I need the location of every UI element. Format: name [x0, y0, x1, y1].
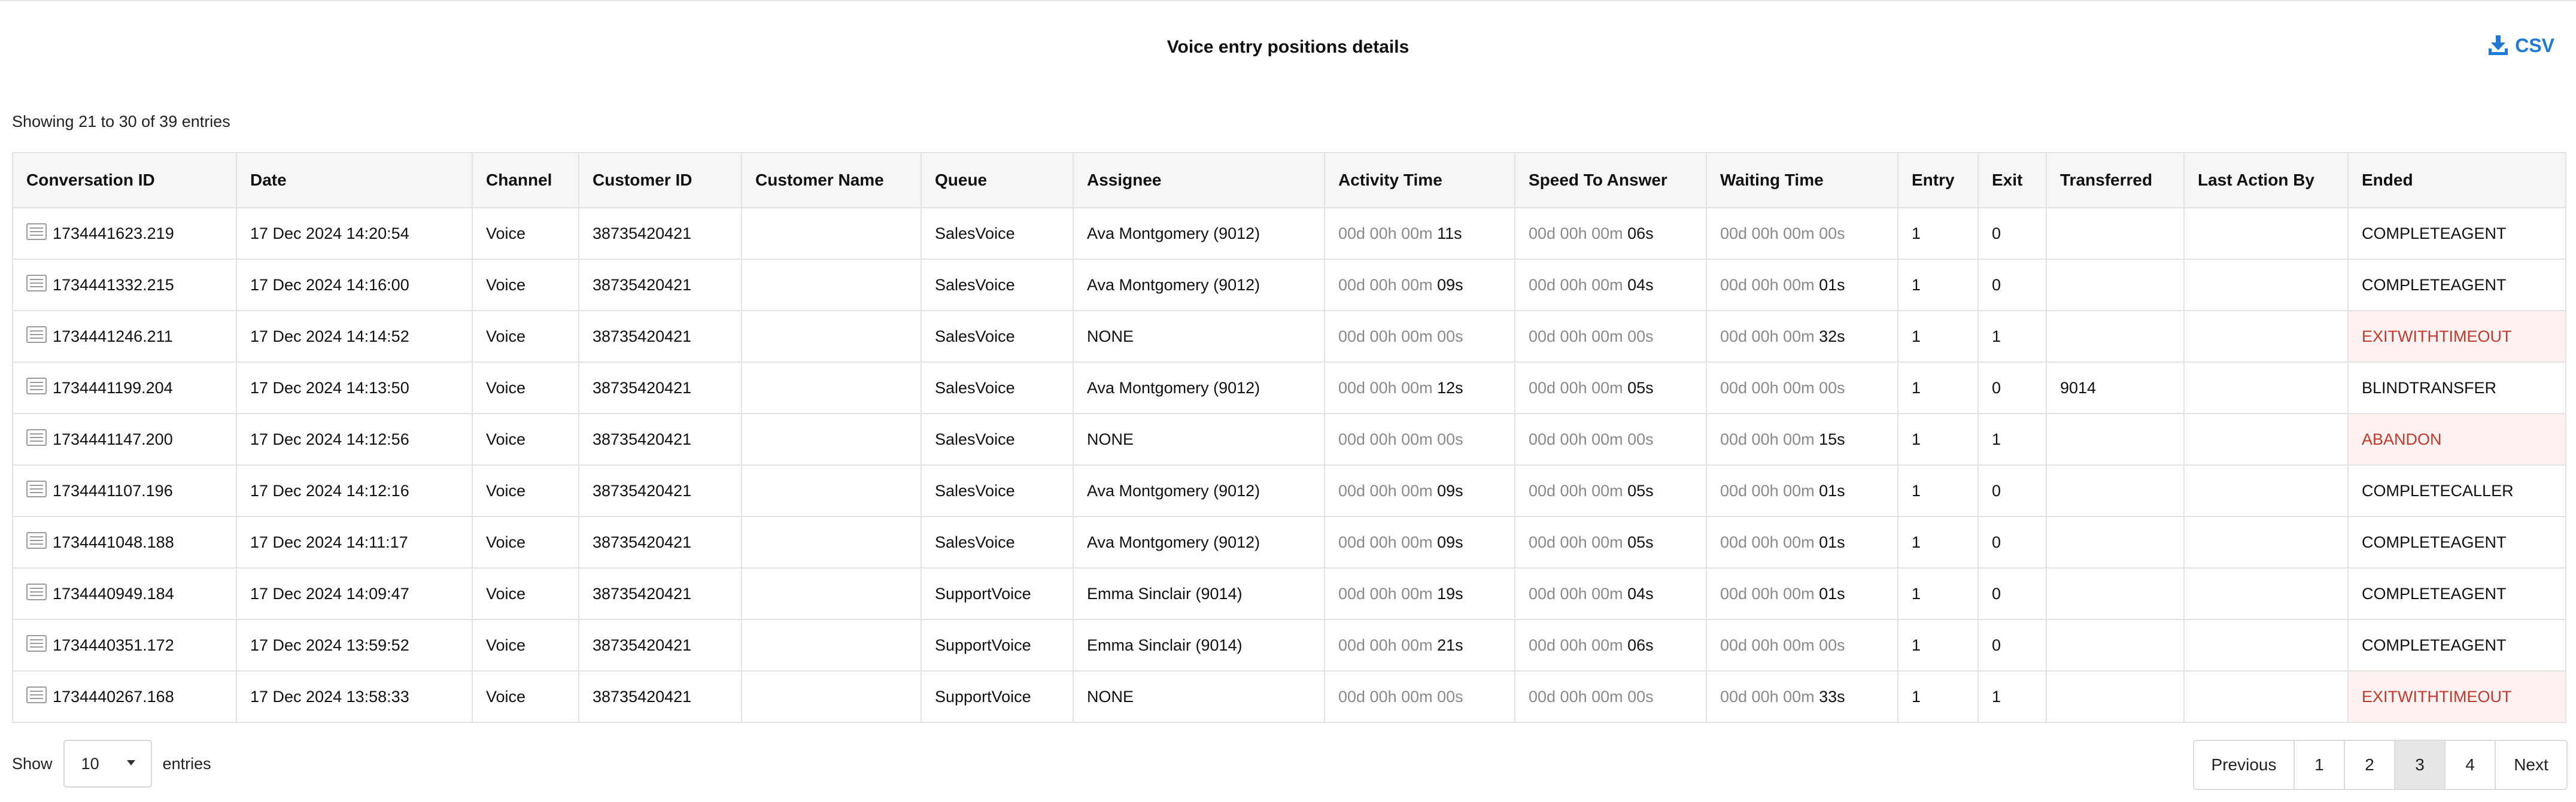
cell-queue: SalesVoice	[921, 414, 1073, 465]
cell-assignee: Emma Sinclair (9014)	[1073, 568, 1325, 619]
col-customer-name[interactable]: Customer Name	[742, 153, 921, 208]
cell-customer-id: 38735420421	[579, 517, 742, 568]
cell-conversation-id	[13, 311, 236, 362]
cell-activity-time-value: 09s	[1437, 481, 1463, 500]
cell-transferred	[2046, 414, 2184, 465]
cell-waiting-time	[1706, 259, 1898, 311]
col-channel[interactable]: Channel	[472, 153, 579, 208]
cell-ended: COMPLETECALLER	[2348, 465, 2566, 517]
list-icon[interactable]	[26, 532, 47, 553]
cell-customer-id: 38735420421	[579, 465, 742, 517]
cell-assignee: NONE	[1073, 414, 1325, 465]
conversation-id-text: 1734441332.215	[53, 275, 174, 294]
cell-activity-time	[1325, 568, 1515, 619]
cell-conversation-id	[13, 671, 236, 722]
cell-last-action-by	[2184, 517, 2348, 568]
cell-date: 17 Dec 2024 14:13:50	[236, 362, 472, 414]
page-title: Voice entry positions details	[1167, 37, 1409, 57]
cell-speed-to-answer	[1515, 517, 1706, 568]
list-icon[interactable]	[26, 223, 47, 244]
pagination-next[interactable]: Next	[2495, 741, 2566, 789]
cell-channel: Voice	[472, 568, 579, 619]
table-row[interactable]	[13, 465, 2566, 517]
cell-activity-time-value: 09s	[1437, 275, 1463, 294]
col-speed-to-answer[interactable]: Speed To Answer	[1515, 153, 1706, 208]
cell-entry: 1	[1898, 671, 1978, 722]
cell-speed-to-answer-prefix: 00d 00h 00m 00s	[1529, 327, 1654, 345]
cell-waiting-time	[1706, 311, 1898, 362]
cell-activity-time-prefix: 00d 00h 00m	[1338, 636, 1438, 654]
cell-customer-id: 38735420421	[579, 671, 742, 722]
cell-channel: Voice	[472, 208, 579, 259]
cell-assignee: Ava Montgomery (9012)	[1073, 517, 1325, 568]
cell-ended: COMPLETEAGENT	[2348, 517, 2566, 568]
cell-customer-id: 38735420421	[579, 619, 742, 671]
cell-assignee: Ava Montgomery (9012)	[1073, 259, 1325, 311]
list-icon[interactable]	[26, 429, 47, 450]
cell-transferred	[2046, 619, 2184, 671]
cell-customer-name	[742, 259, 921, 311]
cell-date: 17 Dec 2024 14:12:56	[236, 414, 472, 465]
cell-queue: SalesVoice	[921, 362, 1073, 414]
cell-last-action-by	[2184, 362, 2348, 414]
cell-queue: SalesVoice	[921, 311, 1073, 362]
cell-last-action-by	[2184, 465, 2348, 517]
list-icon[interactable]	[26, 481, 47, 502]
cell-channel: Voice	[472, 414, 579, 465]
cell-entry: 1	[1898, 414, 1978, 465]
voice-entries-table	[12, 152, 2566, 723]
cell-entry: 1	[1898, 362, 1978, 414]
cell-speed-to-answer	[1515, 568, 1706, 619]
cell-activity-time-prefix: 00d 00h 00m	[1338, 378, 1438, 397]
cell-ended: COMPLETEAGENT	[2348, 568, 2566, 619]
cell-waiting-time-prefix: 00d 00h 00m	[1720, 275, 1819, 294]
cell-speed-to-answer-prefix: 00d 00h 00m	[1529, 533, 1628, 551]
cell-activity-time	[1325, 465, 1515, 517]
cell-activity-time-prefix: 00d 00h 00m 00s	[1338, 327, 1463, 345]
page-size-control	[12, 740, 211, 788]
cell-assignee: Ava Montgomery (9012)	[1073, 465, 1325, 517]
cell-entry: 1	[1898, 465, 1978, 517]
cell-last-action-by	[2184, 568, 2348, 619]
cell-customer-id: 38735420421	[579, 362, 742, 414]
csv-label: CSV	[2515, 34, 2554, 56]
cell-ended: ABANDON	[2348, 414, 2566, 465]
cell-queue: SalesVoice	[921, 465, 1073, 517]
cell-transferred	[2046, 208, 2184, 259]
conversation-id-text: 1734441199.204	[53, 378, 173, 397]
cell-activity-time	[1325, 208, 1515, 259]
col-ended[interactable]: Ended	[2348, 153, 2566, 208]
list-icon[interactable]	[26, 584, 47, 604]
cell-activity-time-prefix: 00d 00h 00m	[1338, 275, 1438, 294]
cell-activity-time-prefix: 00d 00h 00m	[1338, 533, 1438, 551]
col-customer-id[interactable]: Customer ID	[579, 153, 742, 208]
cell-channel: Voice	[472, 259, 579, 311]
table-row[interactable]	[13, 619, 2566, 671]
conversation-id-text: 1734441246.211	[53, 327, 173, 345]
cell-waiting-time-value: 01s	[1819, 533, 1845, 551]
cell-channel: Voice	[472, 517, 579, 568]
cell-waiting-time-prefix: 00d 00h 00m 00s	[1720, 378, 1845, 397]
cell-waiting-time-prefix: 00d 00h 00m	[1720, 481, 1819, 500]
table-row[interactable]	[13, 671, 2566, 722]
cell-customer-name	[742, 568, 921, 619]
pagination-page-4[interactable]: 4	[2444, 741, 2495, 789]
cell-speed-to-answer	[1515, 414, 1706, 465]
col-queue[interactable]: Queue	[921, 153, 1073, 208]
cell-speed-to-answer-value: 05s	[1627, 533, 1654, 551]
conversation-id-text: 1734440351.172	[53, 636, 174, 654]
cell-waiting-time-value: 32s	[1819, 327, 1845, 345]
cell-speed-to-answer-prefix: 00d 00h 00m 00s	[1529, 687, 1654, 706]
cell-waiting-time-value: 15s	[1819, 430, 1845, 448]
cell-exit: 0	[1978, 208, 2046, 259]
cell-queue: SupportVoice	[921, 568, 1073, 619]
cell-customer-name	[742, 362, 921, 414]
col-last-action-by[interactable]: Last Action By	[2184, 153, 2348, 208]
cell-exit: 0	[1978, 362, 2046, 414]
list-icon[interactable]	[26, 275, 47, 296]
table-header-row	[13, 153, 2566, 208]
col-conversation-id[interactable]: Conversation ID	[13, 153, 236, 208]
cell-date: 17 Dec 2024 14:16:00	[236, 259, 472, 311]
cell-activity-time	[1325, 414, 1515, 465]
cell-exit: 0	[1978, 259, 2046, 311]
cell-date: 17 Dec 2024 14:11:17	[236, 517, 472, 568]
cell-waiting-time	[1706, 619, 1898, 671]
show-label: Show	[12, 754, 53, 773]
cell-activity-time-prefix: 00d 00h 00m 00s	[1338, 430, 1463, 448]
cell-exit: 0	[1978, 465, 2046, 517]
cell-activity-time-value: 09s	[1437, 533, 1463, 551]
cell-date: 17 Dec 2024 14:12:16	[236, 465, 472, 517]
conversation-id-text: 1734441107.196	[53, 481, 173, 500]
cell-activity-time-value: 19s	[1437, 584, 1463, 603]
cell-speed-to-answer-value: 06s	[1627, 224, 1654, 242]
cell-customer-name	[742, 517, 921, 568]
data-table-wrapper	[12, 152, 2565, 723]
cell-entry: 1	[1898, 259, 1978, 311]
cell-activity-time-prefix: 00d 00h 00m	[1338, 584, 1438, 603]
cell-channel: Voice	[472, 465, 579, 517]
cell-waiting-time	[1706, 208, 1898, 259]
cell-activity-time-value: 11s	[1437, 224, 1462, 242]
cell-customer-id: 38735420421	[579, 259, 742, 311]
cell-speed-to-answer-prefix: 00d 00h 00m	[1529, 481, 1628, 500]
cell-waiting-time	[1706, 517, 1898, 568]
cell-queue: SalesVoice	[921, 208, 1073, 259]
list-icon[interactable]	[26, 635, 47, 656]
cell-exit: 1	[1978, 311, 2046, 362]
cell-date: 17 Dec 2024 14:09:47	[236, 568, 472, 619]
table-row[interactable]	[13, 517, 2566, 568]
cell-last-action-by	[2184, 619, 2348, 671]
table-row[interactable]	[13, 311, 2566, 362]
cell-waiting-time	[1706, 414, 1898, 465]
cell-speed-to-answer	[1515, 671, 1706, 722]
csv-export-button[interactable]	[2486, 34, 2554, 57]
cell-transferred	[2046, 568, 2184, 619]
cell-conversation-id	[13, 619, 236, 671]
cell-speed-to-answer	[1515, 311, 1706, 362]
conversation-id-text: 1734441147.200	[53, 430, 173, 448]
cell-speed-to-answer-prefix: 00d 00h 00m	[1529, 224, 1628, 242]
cell-conversation-id	[13, 568, 236, 619]
cell-assignee: NONE	[1073, 311, 1325, 362]
cell-queue: SupportVoice	[921, 671, 1073, 722]
cell-waiting-time-prefix: 00d 00h 00m	[1720, 327, 1819, 345]
cell-ended: EXITWITHTIMEOUT	[2348, 311, 2566, 362]
cell-channel: Voice	[472, 619, 579, 671]
table-row[interactable]	[13, 568, 2566, 619]
table-row[interactable]	[13, 362, 2566, 414]
cell-waiting-time-value: 33s	[1819, 687, 1845, 706]
list-icon[interactable]	[26, 686, 47, 707]
cell-last-action-by	[2184, 208, 2348, 259]
pagination-page-1[interactable]: 1	[2294, 741, 2344, 789]
cell-queue: SupportVoice	[921, 619, 1073, 671]
cell-entry: 1	[1898, 517, 1978, 568]
cell-assignee: NONE	[1073, 671, 1325, 722]
cell-waiting-time-prefix: 00d 00h 00m 00s	[1720, 224, 1845, 242]
col-waiting-time[interactable]: Waiting Time	[1706, 153, 1898, 208]
cell-conversation-id	[13, 414, 236, 465]
cell-channel: Voice	[472, 671, 579, 722]
cell-entry: 1	[1898, 208, 1978, 259]
cell-activity-time	[1325, 259, 1515, 311]
cell-customer-name	[742, 311, 921, 362]
cell-assignee: Ava Montgomery (9012)	[1073, 208, 1325, 259]
cell-ended: EXITWITHTIMEOUT	[2348, 671, 2566, 722]
entries-label: entries	[162, 754, 211, 773]
cell-conversation-id	[13, 259, 236, 311]
cell-activity-time-prefix: 00d 00h 00m 00s	[1338, 687, 1463, 706]
cell-customer-id: 38735420421	[579, 311, 742, 362]
cell-waiting-time-prefix: 00d 00h 00m	[1720, 533, 1819, 551]
conversation-id-text: 1734441623.219	[53, 224, 174, 242]
cell-waiting-time-value: 01s	[1819, 481, 1845, 500]
cell-date: 17 Dec 2024 13:59:52	[236, 619, 472, 671]
col-assignee[interactable]: Assignee	[1073, 153, 1325, 208]
cell-customer-name	[742, 208, 921, 259]
cell-customer-id: 38735420421	[579, 414, 742, 465]
cell-date: 17 Dec 2024 14:20:54	[236, 208, 472, 259]
cell-activity-time-prefix: 00d 00h 00m	[1338, 224, 1438, 242]
cell-last-action-by	[2184, 259, 2348, 311]
cell-exit: 1	[1978, 414, 2046, 465]
cell-activity-time	[1325, 362, 1515, 414]
cell-speed-to-answer-value: 04s	[1627, 275, 1654, 294]
cell-queue: SalesVoice	[921, 517, 1073, 568]
pagination-previous[interactable]: Previous	[2211, 755, 2277, 774]
col-date[interactable]: Date	[236, 153, 472, 208]
cell-ended: COMPLETEAGENT	[2348, 208, 2566, 259]
cell-ended: BLINDTRANSFER	[2348, 362, 2566, 414]
cell-speed-to-answer-prefix: 00d 00h 00m	[1529, 584, 1628, 603]
pagination-page-3[interactable]: 3	[2394, 741, 2444, 789]
table-row[interactable]	[13, 414, 2566, 465]
cell-speed-to-answer-value: 06s	[1627, 636, 1654, 654]
cell-speed-to-answer	[1515, 259, 1706, 311]
cell-customer-name	[742, 414, 921, 465]
list-icon[interactable]	[26, 378, 47, 399]
page-size-value: 10	[81, 754, 99, 773]
cell-channel: Voice	[472, 311, 579, 362]
cell-waiting-time-prefix: 00d 00h 00m 00s	[1720, 636, 1845, 654]
cell-customer-id: 38735420421	[579, 568, 742, 619]
cell-transferred	[2046, 259, 2184, 311]
cell-ended: COMPLETEAGENT	[2348, 619, 2566, 671]
list-icon[interactable]	[26, 326, 47, 347]
cell-activity-time-value: 12s	[1437, 378, 1463, 397]
cell-speed-to-answer-prefix: 00d 00h 00m 00s	[1529, 430, 1654, 448]
cell-transferred	[2046, 311, 2184, 362]
cell-speed-to-answer-value: 04s	[1627, 584, 1654, 603]
cell-speed-to-answer	[1515, 362, 1706, 414]
cell-entry: 1	[1898, 619, 1978, 671]
cell-exit: 0	[1978, 568, 2046, 619]
cell-customer-name	[742, 671, 921, 722]
cell-transferred: 9014	[2046, 362, 2184, 414]
cell-date: 17 Dec 2024 13:58:33	[236, 671, 472, 722]
pagination	[2193, 740, 2568, 790]
cell-date: 17 Dec 2024 14:14:52	[236, 311, 472, 362]
cell-activity-time	[1325, 517, 1515, 568]
top-edge	[0, 0, 2576, 2]
table-row[interactable]	[13, 259, 2566, 311]
cell-waiting-time-value: 01s	[1819, 584, 1845, 603]
cell-waiting-time-prefix: 00d 00h 00m	[1720, 584, 1819, 603]
cell-conversation-id	[13, 517, 236, 568]
cell-customer-name	[742, 619, 921, 671]
cell-assignee: Ava Montgomery (9012)	[1073, 362, 1325, 414]
cell-conversation-id	[13, 362, 236, 414]
cell-transferred	[2046, 465, 2184, 517]
cell-conversation-id	[13, 208, 236, 259]
cell-channel: Voice	[472, 362, 579, 414]
showing-entries-text: Showing 21 to 30 of 39 entries	[12, 113, 230, 130]
cell-entry: 1	[1898, 568, 1978, 619]
cell-waiting-time	[1706, 568, 1898, 619]
conversation-id-text: 1734440949.184	[53, 584, 174, 603]
cell-speed-to-answer-prefix: 00d 00h 00m	[1529, 275, 1628, 294]
pagination-page-2[interactable]: 2	[2344, 741, 2394, 789]
cell-speed-to-answer-prefix: 00d 00h 00m	[1529, 378, 1628, 397]
cell-speed-to-answer	[1515, 465, 1706, 517]
cell-exit: 0	[1978, 517, 2046, 568]
cell-speed-to-answer	[1515, 208, 1706, 259]
cell-activity-time	[1325, 619, 1515, 671]
cell-waiting-time	[1706, 465, 1898, 517]
cell-speed-to-answer-value: 05s	[1627, 378, 1654, 397]
conversation-id-text: 1734440267.168	[53, 687, 174, 706]
cell-last-action-by	[2184, 671, 2348, 722]
download-icon	[2486, 34, 2510, 57]
table-row[interactable]	[13, 208, 2566, 259]
cell-waiting-time	[1706, 671, 1898, 722]
cell-waiting-time	[1706, 362, 1898, 414]
cell-waiting-time-prefix: 00d 00h 00m	[1720, 687, 1819, 706]
cell-waiting-time-value: 01s	[1819, 275, 1845, 294]
col-entry[interactable]: Entry	[1898, 153, 1978, 208]
cell-transferred	[2046, 671, 2184, 722]
cell-customer-name	[742, 465, 921, 517]
col-exit[interactable]: Exit	[1978, 153, 2046, 208]
cell-exit: 1	[1978, 671, 2046, 722]
cell-queue: SalesVoice	[921, 259, 1073, 311]
caret-down-icon	[127, 760, 135, 765]
conversation-id-text: 1734441048.188	[53, 533, 174, 551]
cell-speed-to-answer	[1515, 619, 1706, 671]
cell-conversation-id	[13, 465, 236, 517]
cell-activity-time-value: 21s	[1437, 636, 1463, 654]
cell-waiting-time-prefix: 00d 00h 00m	[1720, 430, 1819, 448]
cell-activity-time	[1325, 671, 1515, 722]
cell-ended: COMPLETEAGENT	[2348, 259, 2566, 311]
cell-speed-to-answer-value: 05s	[1627, 481, 1654, 500]
col-activity-time[interactable]: Activity Time	[1325, 153, 1515, 208]
cell-transferred	[2046, 517, 2184, 568]
cell-customer-id: 38735420421	[579, 208, 742, 259]
page-size-select[interactable]	[63, 740, 152, 788]
cell-entry: 1	[1898, 311, 1978, 362]
cell-last-action-by	[2184, 414, 2348, 465]
cell-exit: 0	[1978, 619, 2046, 671]
cell-last-action-by	[2184, 311, 2348, 362]
cell-activity-time	[1325, 311, 1515, 362]
cell-activity-time-prefix: 00d 00h 00m	[1338, 481, 1438, 500]
cell-speed-to-answer-prefix: 00d 00h 00m	[1529, 636, 1628, 654]
col-transferred[interactable]: Transferred	[2046, 153, 2184, 208]
cell-assignee: Emma Sinclair (9014)	[1073, 619, 1325, 671]
